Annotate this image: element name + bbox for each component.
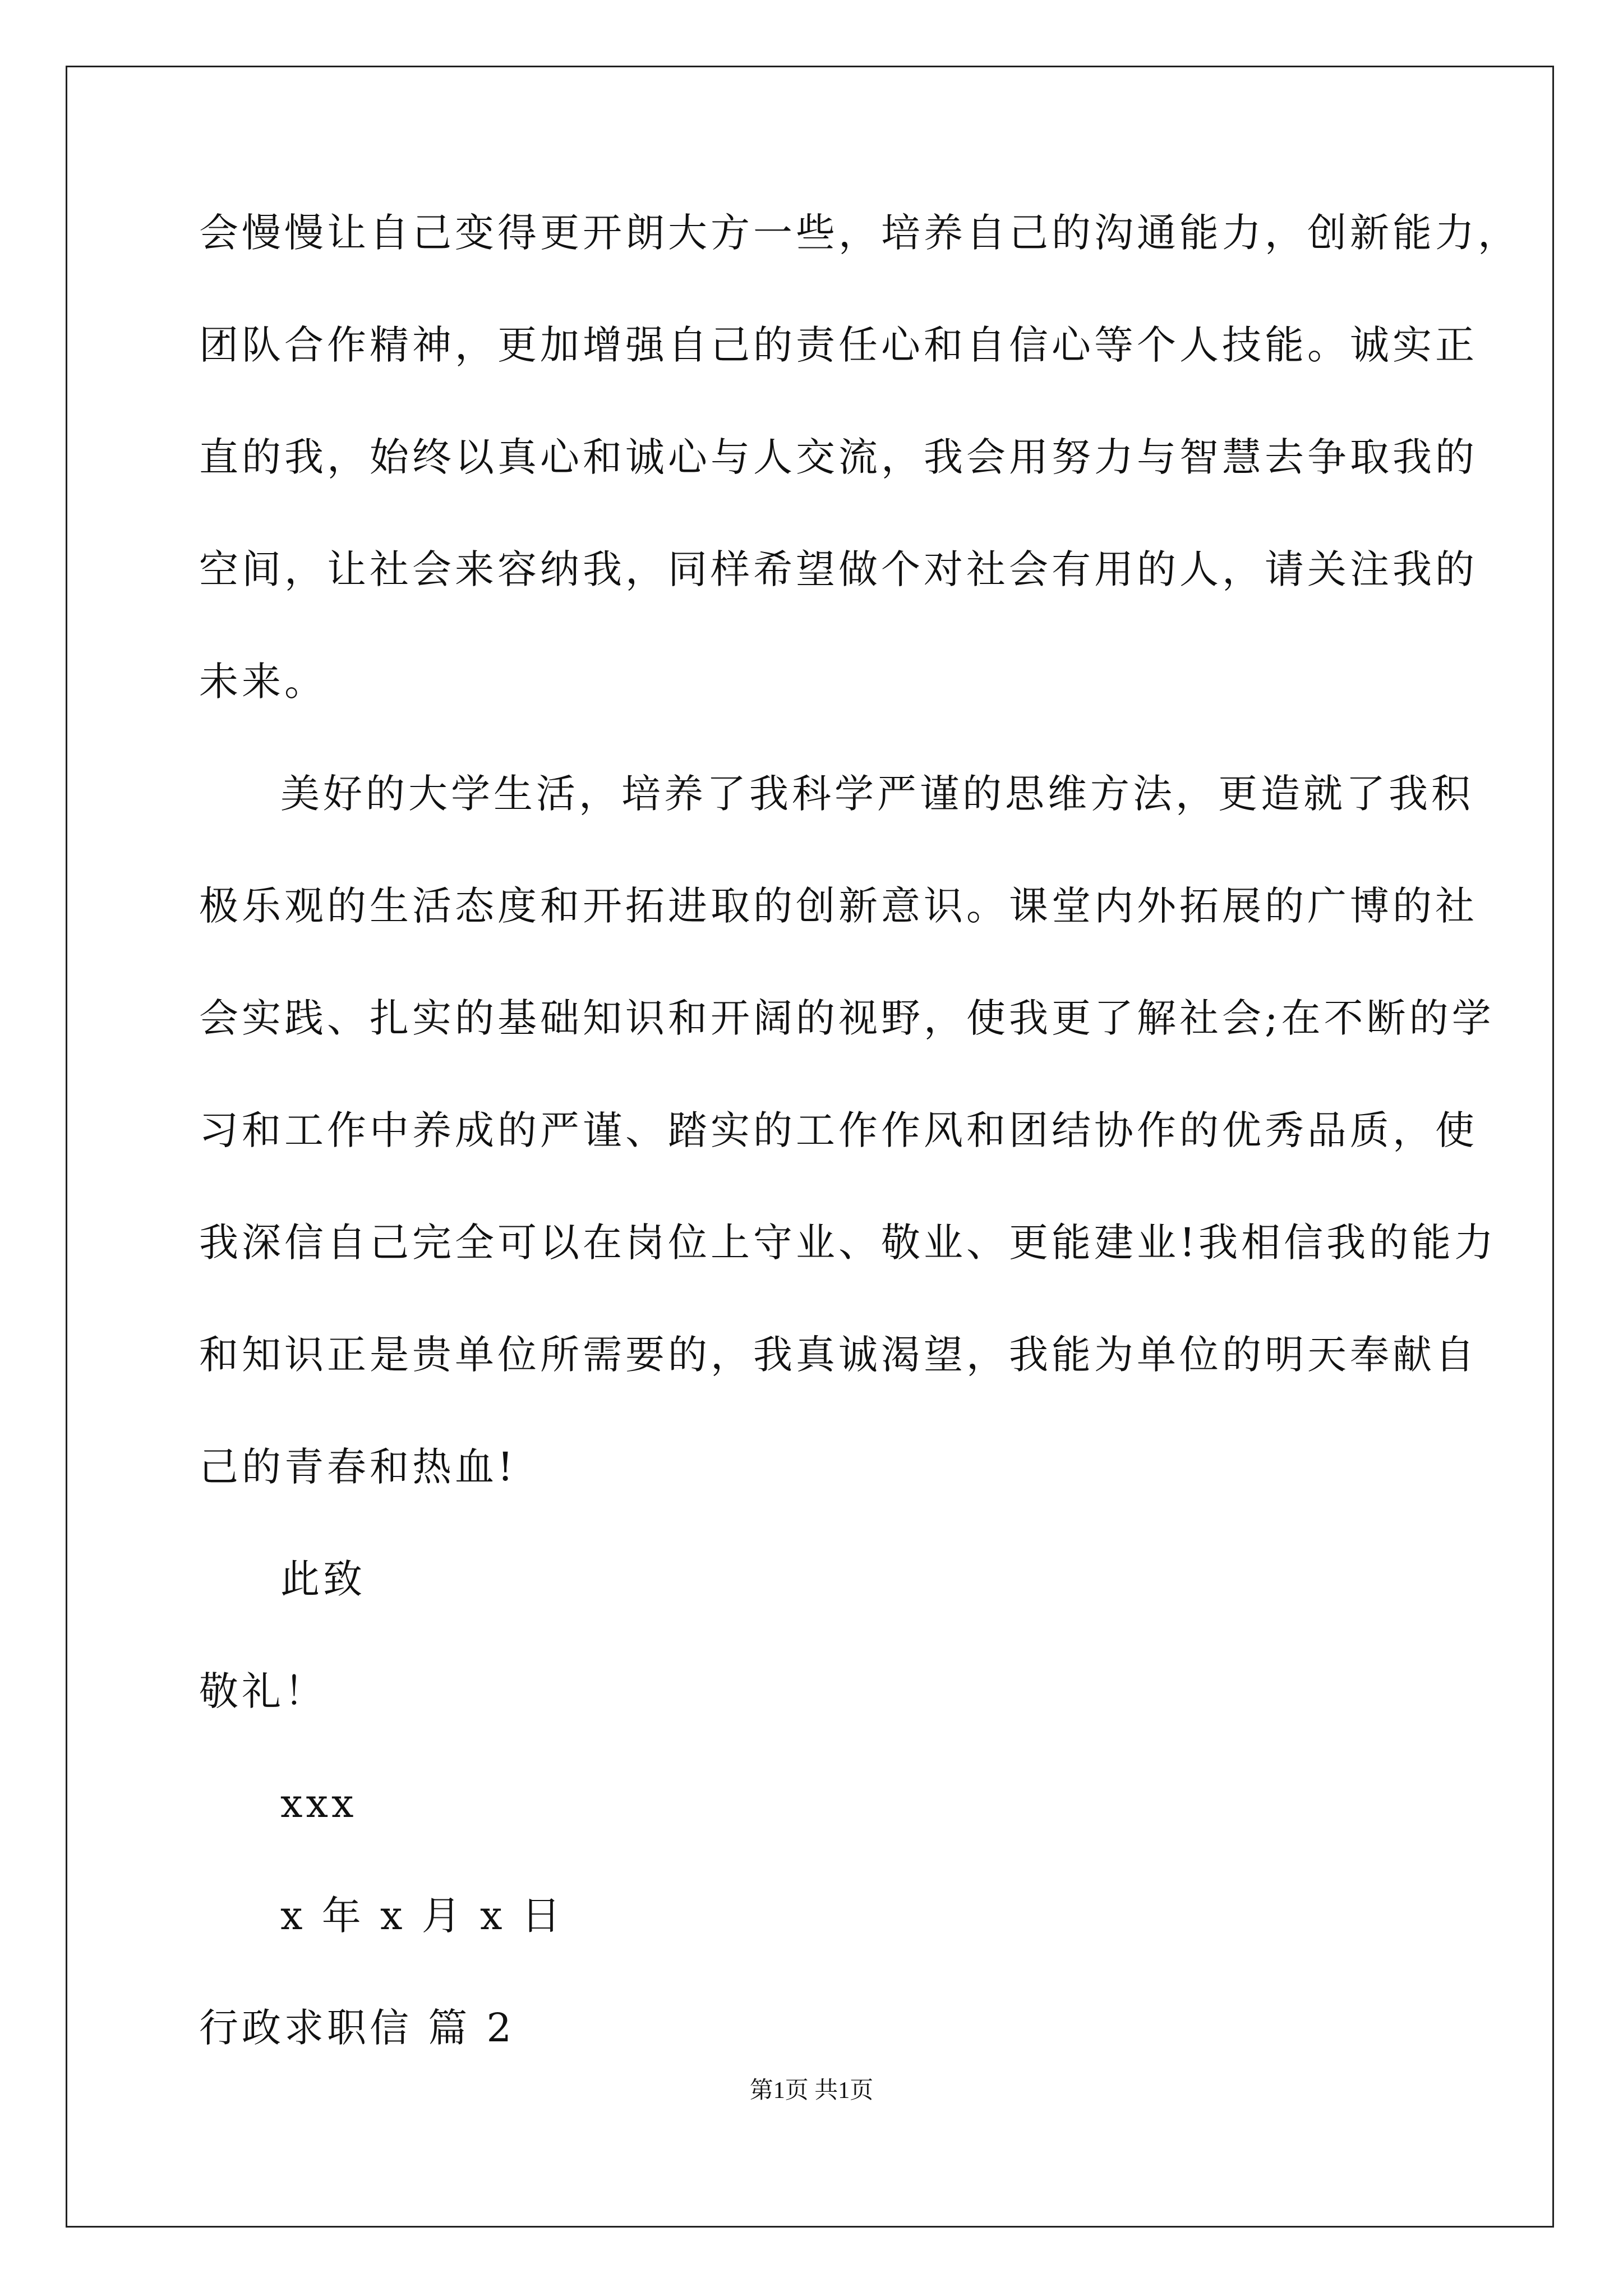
signature-date: x 年 x 月 x 日 — [280, 1893, 564, 1939]
paragraph-line: 团队合作精神，更加增强自己的责任心和自信心等个人技能。诚实正 — [199, 322, 1478, 368]
section-heading: 行政求职信 篇 2 — [199, 2005, 515, 2051]
paragraph-line: 直的我，始终以真心和诚心与人交流，我会用努力与智慧去争取我的 — [199, 434, 1478, 480]
paragraph-line: 美好的大学生活，培养了我科学严谨的思维方法，更造就了我积 — [280, 771, 1474, 817]
signature-name: xxx — [280, 1780, 357, 1826]
paragraph-line: 空间，让社会来容纳我，同样希望做个对社会有用的人，请关注我的 — [199, 546, 1478, 592]
page-footer: 第1页 共1页 — [749, 2078, 874, 2104]
paragraph-line: 极乐观的生活态度和开拓进取的创新意识。课堂内外拓展的广博的社 — [199, 883, 1478, 929]
paragraph-line: 会实践、扎实的基础知识和开阔的视野，使我更了解社会;在不断的学 — [199, 995, 1495, 1041]
closing-regards: 敬礼！ — [199, 1668, 327, 1714]
paragraph-line: 习和工作中养成的严谨、踏实的工作作风和团结协作的优秀品质，使 — [199, 1107, 1478, 1153]
paragraph-line: 我深信自己完全可以在岗位上守业、敬业、更能建业!我相信我的能力 — [199, 1220, 1497, 1266]
paragraph-line: 未来。 — [199, 659, 327, 705]
closing-salutation: 此致 — [280, 1556, 366, 1602]
paragraph-line: 己的青春和热血! — [199, 1444, 517, 1490]
paragraph-line: 和知识正是贵单位所需要的，我真诚渴望，我能为单位的明天奉献自 — [199, 1332, 1478, 1378]
paragraph-line: 会慢慢让自己变得更开朗大方一些，培养自己的沟通能力，创新能力， — [199, 210, 1520, 256]
